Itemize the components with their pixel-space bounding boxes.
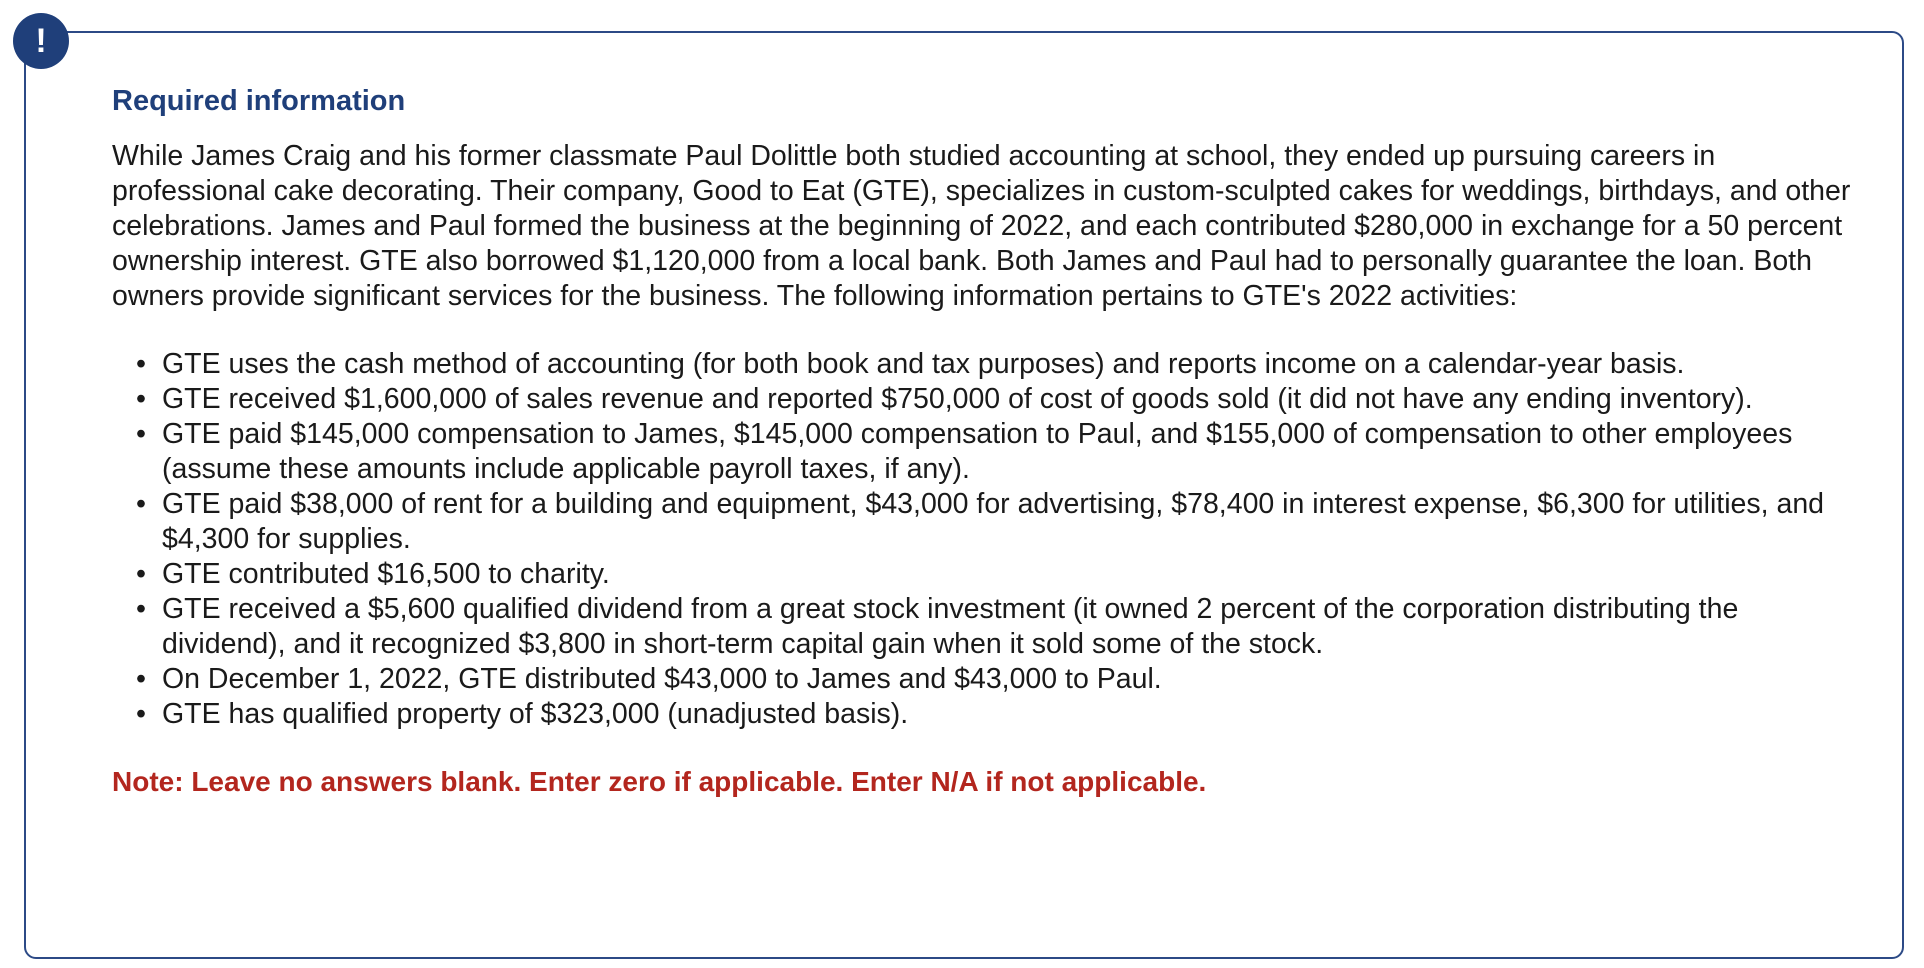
fact-text: GTE has qualified property of $323,000 (unadjusted basis).	[162, 698, 909, 730]
bullet-icon: •	[136, 698, 146, 730]
exclamation-icon: !	[13, 13, 69, 69]
bullet-icon: •	[136, 418, 146, 450]
bullet-icon: •	[136, 348, 146, 380]
required-information-panel	[24, 31, 1904, 959]
intro-paragraph: While James Craig and his former classmate Paul Dolittle both studied accounting at school, they ended up pursuing careers in professional cake decorating. Their company, Good to Eat (GTE), specializes in custom-sculpted cakes for weddings, birthdays, and other celebrations. James and Paul formed the business at the beginning of 2022, and each contributed $280,000 in exchange for a 50 percent ownership interest. GTE also borrowed $1,120,000 from a local bank. Both James and Paul had to personally guarantee the loan. Both owners provide significant services for the business. The following information pertains to GTE's 2022 activities:	[112, 140, 1851, 312]
panel-content	[112, 83, 1852, 800]
panel-heading: Required information	[112, 85, 406, 117]
fact-item	[136, 697, 1852, 732]
fact-item	[136, 347, 1852, 382]
fact-item	[136, 417, 1852, 487]
fact-text: GTE paid $38,000 of rent for a building and equipment, $43,000 for advertising, $78,400 in interest expense, $6,300 for utilities, and $4,300 for supplies.	[162, 488, 1825, 555]
bullet-icon: •	[136, 383, 146, 415]
bullet-icon: •	[136, 663, 146, 695]
fact-item	[136, 487, 1852, 557]
bullet-icon: •	[136, 488, 146, 520]
instruction-note: Note: Leave no answers blank. Enter zero if applicable. Enter N/A if not applicable.	[112, 766, 1207, 797]
fact-text: GTE received a $5,600 qualified dividend from a great stock investment (it owned 2 percent of the corporation distributing the dividend), and it recognized $3,800 in short-term capital gain when it sold some of the stock.	[162, 593, 1739, 660]
fact-text: GTE uses the cash method of accounting (for both book and tax purposes) and reports income on a calendar-year basis.	[162, 348, 1685, 380]
fact-item	[136, 592, 1852, 662]
fact-item	[136, 662, 1852, 697]
fact-text: GTE paid $145,000 compensation to James, $145,000 compensation to Paul, and $155,000 of compensation to other employees (assume these amounts include applicable payroll taxes, if any).	[162, 418, 1793, 485]
fact-text: GTE received $1,600,000 of sales revenue and reported $750,000 of cost of goods sold (it did not have any ending inventory).	[162, 383, 1753, 415]
fact-item	[136, 557, 1852, 592]
facts-list	[112, 347, 1852, 732]
fact-text: On December 1, 2022, GTE distributed $43,000 to James and $43,000 to Paul.	[162, 663, 1162, 695]
fact-text: GTE contributed $16,500 to charity.	[162, 558, 610, 590]
bullet-icon: •	[136, 593, 146, 625]
fact-item	[136, 382, 1852, 417]
bullet-icon: •	[136, 558, 146, 590]
